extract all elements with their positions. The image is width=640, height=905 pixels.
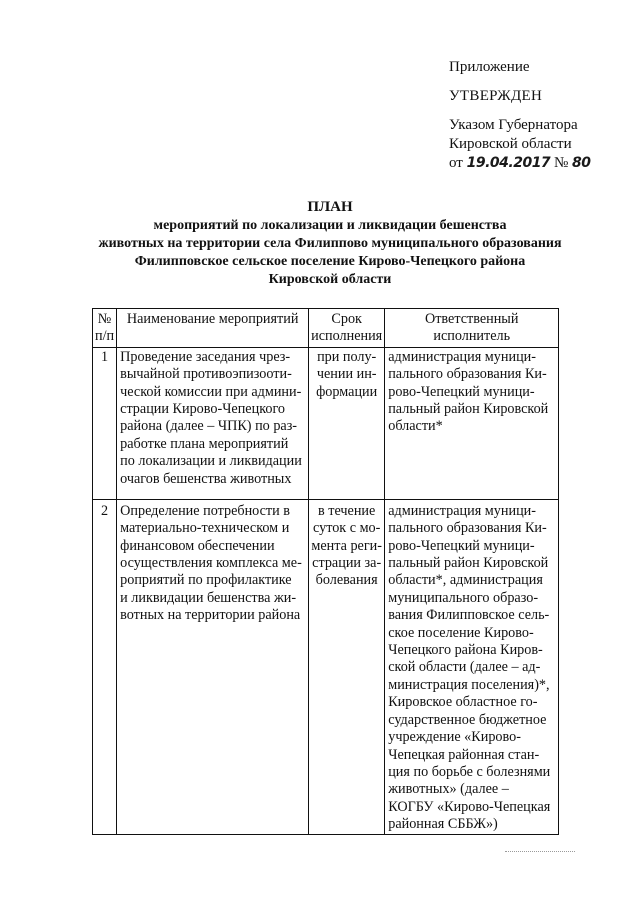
plan-subtitle-line-3: Филипповское сельское поселение Кирово-Чепецкого района (134, 254, 526, 269)
decree-date-line (449, 154, 629, 173)
table-row (93, 499, 559, 834)
plan-table (92, 308, 559, 835)
approved-label: УТВЕРЖДЕН (449, 88, 543, 104)
table-row (93, 347, 559, 499)
table-header-row (93, 309, 559, 348)
approval-block (449, 58, 629, 173)
decree-line-1: Указом Губернатора (449, 117, 578, 133)
row-number: 1 (93, 347, 117, 499)
row-deadline: при полу- чении ин- формации (309, 347, 385, 499)
appendix-label: Приложение (449, 59, 530, 75)
row-measure: Проведение заседания чрез- вычайной противоэпизооти- ческой комиссии при админи- страции Кирово-Чепецкого района (далее – ЧПК) по раз- работке плана мероприятий по локализации и ликвидации очагов бешенства животных (117, 347, 309, 499)
plan-heading: ПЛАН (307, 199, 353, 215)
header-deadline: Срок исполнения (309, 309, 385, 348)
decree-line-2: Кировской области (449, 136, 572, 152)
header-num: № п/п (93, 309, 117, 348)
plan-title-block (60, 198, 600, 289)
row-measure: Определение потребности в материально-техническом и финансовом обеспечении осуществления комплекса ме- роприятий по профилактике и ликвидации бешенства жи- вотных на территории района (117, 499, 309, 834)
header-name: Наименование мероприятий (117, 309, 309, 348)
header-executor: Ответственный исполнитель (385, 309, 559, 348)
row-executor: администрация муници- пального образования Ки- рово-Чепецкий муници- пальный район Кировской области* (385, 347, 559, 499)
number-prefix: № (553, 155, 569, 171)
row-deadline: в течение суток с мо- мента реги- страции за- болевания (309, 499, 385, 834)
plan-subtitle-line-2: животных на территории села Филиппово муниципального образования (98, 236, 562, 251)
row-executor: администрация муници- пального образования Ки- рово-Чепецкий муници- пальный район Кировской области*, администрация муниципального образо- вания Филипповское сель- ское поселение Кирово- Чепецкого района Киров- ской области (далее – ад- министрация поселения)*, Кировское областное го- сударственное бюджетное учреждение «Кирово- Чепецкая районная стан- ция по борьбе с болезнями животных» (далее – КОГБУ «Кирово-Чепецкая районная СББЖ») (385, 499, 559, 834)
date-prefix: от (449, 155, 463, 171)
plan-subtitle-line-1: мероприятий по локализации и ликвидации бешенства (153, 218, 507, 233)
handwritten-date: 19.04.2017 (466, 155, 551, 171)
scan-artifact (505, 851, 575, 854)
handwritten-number: 80 (572, 155, 591, 171)
row-number: 2 (93, 499, 117, 834)
plan-subtitle-line-4: Кировской области (268, 272, 392, 287)
